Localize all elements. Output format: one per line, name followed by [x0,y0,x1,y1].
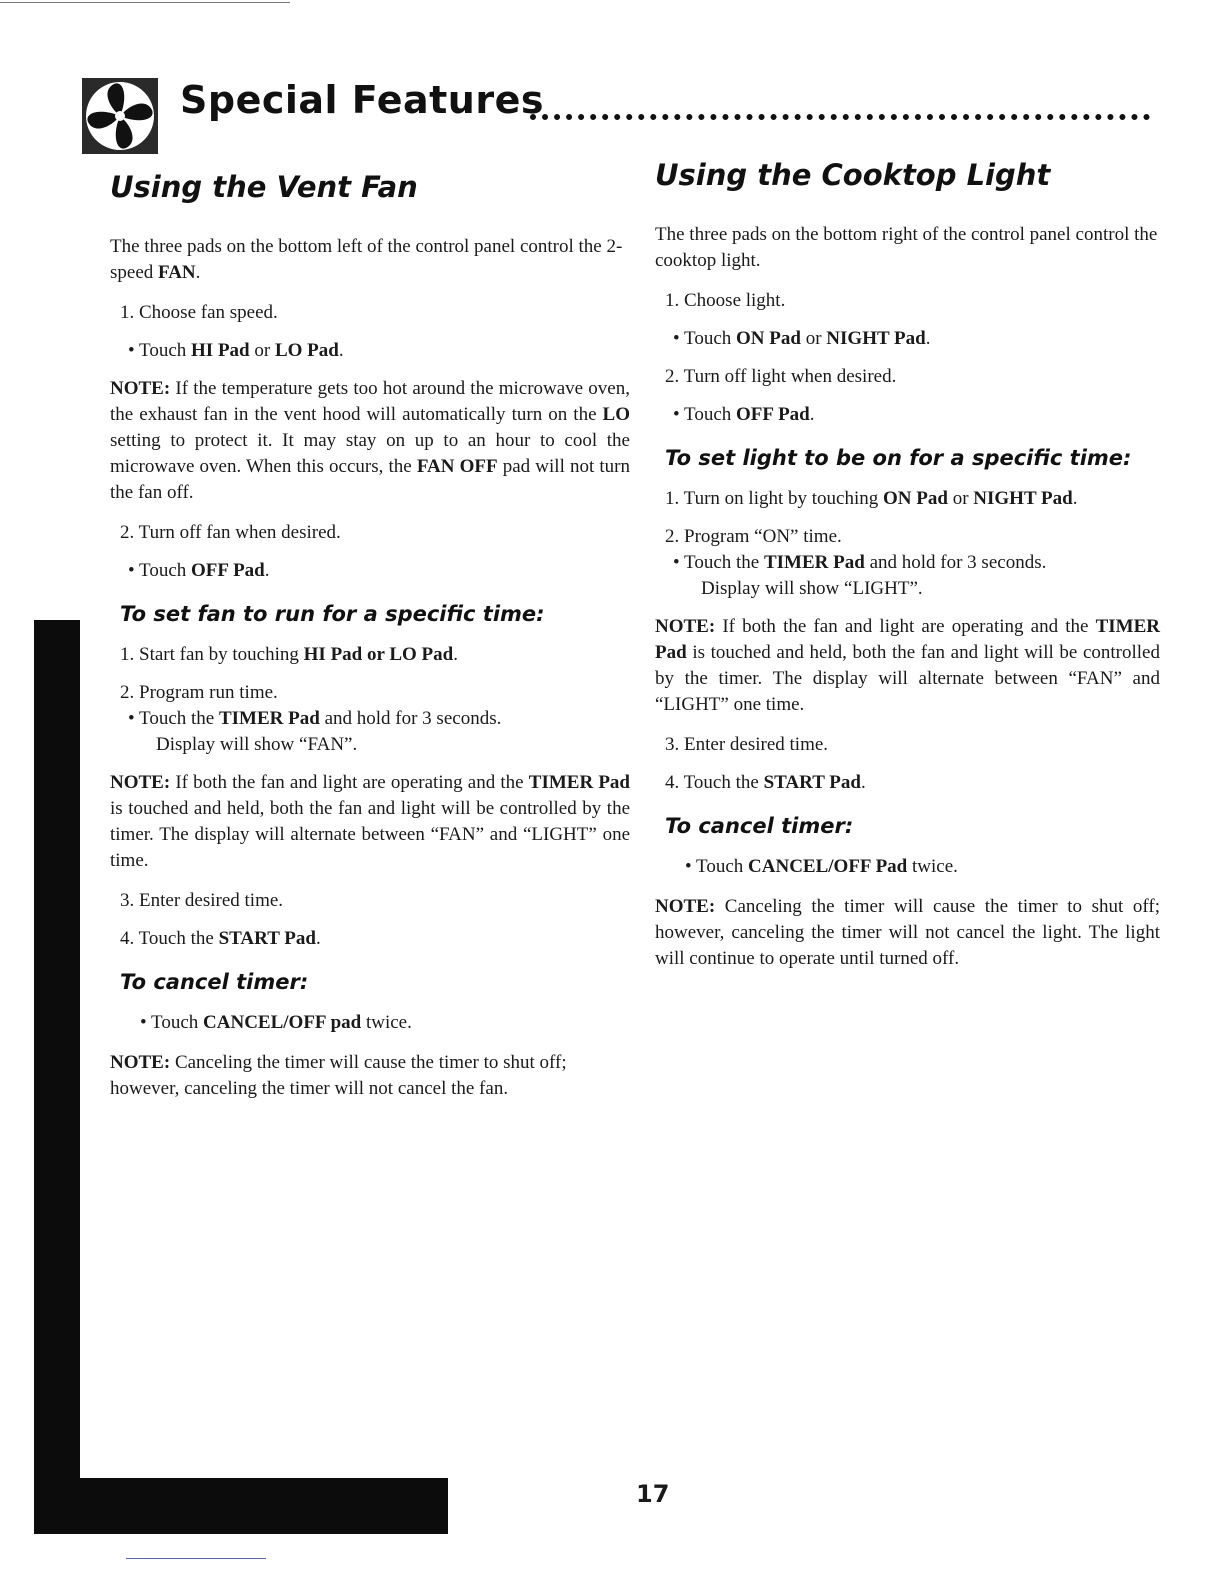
section-header [80,76,1150,156]
fan-timer-step-1: 1. Start fan by touching HI Pad or LO Pad. [120,644,458,665]
page-edge-bar [34,620,80,1534]
light-step-2: 2. Turn off light when desired. [665,366,897,387]
page-title: Special Features [180,78,544,122]
cooktop-light-intro: The three pads on the bottom right of the control panel control the cooktop light. [655,224,1158,271]
bottom-rule [126,1558,266,1559]
light-step-1-bullet: • Touch ON Pad or NIGHT Pad. [673,328,931,349]
light-note-1: NOTE: If both the fan and light are operating and the TIMER Pad is touched and held, both the fan and light will be controlled by the timer. The display will alternate between “FAN” and “LIGHT” one time. [655,616,1160,715]
fan-note-2: NOTE: If both the fan and light are operating and the TIMER Pad is touched and held, both the fan and light will be controlled by the timer. The display will alternate between “FAN” and “LIGHT” one time. [110,772,630,871]
top-rule [0,2,290,3]
vent-fan-intro: The three pads on the bottom left of the control panel control the 2-speed FAN. [110,236,623,283]
fan-step-2: 2. Turn off fan when desired. [120,522,341,543]
fan-step-2-bullet: • Touch OFF Pad. [128,560,270,581]
title-dot-leader [530,114,1150,120]
fan-timer-step-3: 3. Enter desired time. [120,890,284,911]
fan-timer-step-2: 2. Program run time. [120,682,278,703]
vent-fan-column [110,170,630,1116]
light-cancel-heading: To cancel timer: [665,814,854,838]
light-timer-step-3: 3. Enter desired time. [665,734,829,755]
fan-icon [80,76,160,156]
fan-step-1-bullet: • Touch HI Pad or LO Pad. [128,340,344,361]
vent-fan-heading: Using the Vent Fan [110,170,418,204]
light-timer-step-1: 1. Turn on light by touching ON Pad or NIGHT Pad. [665,488,1078,509]
fan-cancel-bullet: • Touch CANCEL/OFF pad twice. [140,1012,412,1033]
light-step-1: 1. Choose light. [665,290,786,311]
light-cancel-bullet: • Touch CANCEL/OFF Pad twice. [685,856,958,877]
light-timer-step-2-bullet: • Touch the TIMER Pad and hold for 3 seconds. [673,552,1047,573]
light-timer-display-text: Display will show “LIGHT”. [701,578,923,599]
light-timer-heading: To set light to be on for a specific time: [665,446,1132,470]
cooktop-light-heading: Using the Cooktop Light [655,158,1051,192]
page-footer-bar [34,1478,448,1534]
fan-timer-heading: To set fan to run for a specific time: [120,602,545,626]
fan-note-1: NOTE: If the temperature gets too hot around the microwave oven, the exhaust fan in the vent hood will automatically turn on the LO setting to protect it. It may stay on up to an hour to cool the microwave oven. When this occurs, the FAN OFF pad will not turn the fan off. [110,378,630,503]
light-timer-step-2: 2. Program “ON” time. [665,526,842,547]
fan-timer-step-4: 4. Touch the START Pad. [120,928,321,949]
light-step-2-bullet: • Touch OFF Pad. [673,404,815,425]
fan-timer-display-text: Display will show “FAN”. [156,734,358,755]
page-number: 17 [636,1480,670,1508]
fan-step-1: 1. Choose fan speed. [120,302,278,323]
light-note-2: NOTE: Canceling the timer will cause the timer to shut off; however, canceling the timer will not cancel the light. The light will continue to operate until turned off. [655,896,1160,969]
fan-timer-step-2-bullet: • Touch the TIMER Pad and hold for 3 seconds. [128,708,502,729]
fan-note-3: NOTE: Canceling the timer will cause the timer to shut off; however, canceling the timer will not cancel the fan. [110,1052,567,1099]
light-timer-step-4: 4. Touch the START Pad. [665,772,866,793]
fan-cancel-heading: To cancel timer: [120,970,309,994]
cooktop-light-column [655,158,1160,986]
